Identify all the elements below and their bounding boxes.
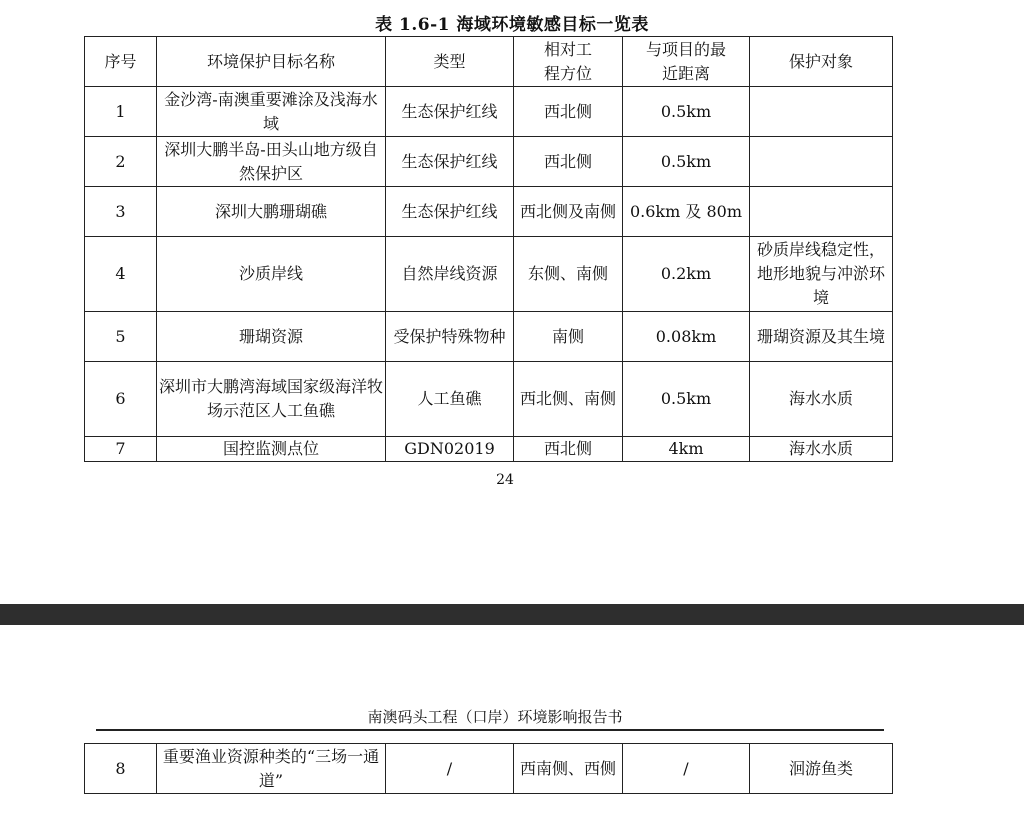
header-cell-name: 环境保护目标名称 — [157, 37, 386, 87]
cell-protected-object: 砂质岸线稳定性，地形地貌与冲淤环境 — [750, 237, 893, 312]
cell-distance: / — [623, 744, 750, 794]
cell-distance: 0.5km — [623, 137, 750, 187]
table-row — [85, 744, 893, 794]
cell-distance: 0.5km — [623, 362, 750, 437]
page-gap-separator — [0, 604, 1024, 625]
document-page-bottom — [0, 625, 1024, 836]
table-row — [85, 187, 893, 237]
header-cell-direction: 相对工 程方位 — [514, 37, 623, 87]
cell-protected-object — [750, 87, 893, 137]
cell-distance: 0.6km 及 80m — [623, 187, 750, 237]
cell-protected-object: 洄游鱼类 — [750, 744, 893, 794]
cell-type: 受保护特殊物种 — [386, 312, 514, 362]
cell-type: GDN02019 — [386, 437, 514, 462]
table-row — [85, 362, 893, 437]
cell-direction: 西北侧 — [514, 137, 623, 187]
header-cell-type: 类型 — [386, 37, 514, 87]
cell-protected-object: 海水水质 — [750, 437, 893, 462]
header-cell-index: 序号 — [85, 37, 157, 87]
cell-direction: 西北侧、南侧 — [514, 362, 623, 437]
header-cell-protected-object: 保护对象 — [750, 37, 893, 87]
table-row — [85, 137, 893, 187]
cell-protected-object — [750, 137, 893, 187]
cell-index: 6 — [85, 362, 157, 437]
cell-distance: 0.2km — [623, 237, 750, 312]
table-row — [85, 87, 893, 137]
cell-type: 生态保护红线 — [386, 187, 514, 237]
cell-distance: 0.08km — [623, 312, 750, 362]
sensitive-targets-table — [84, 36, 893, 462]
header-cell-distance: 与项目的最 近距离 — [623, 37, 750, 87]
cell-protected-object — [750, 187, 893, 237]
cell-name: 深圳大鹏珊瑚礁 — [157, 187, 386, 237]
continued-table — [84, 743, 893, 794]
cell-name: 沙质岸线 — [157, 237, 386, 312]
cell-name: 国控监测点位 — [157, 437, 386, 462]
cell-index: 8 — [85, 744, 157, 794]
cell-index: 3 — [85, 187, 157, 237]
table-row — [85, 437, 893, 462]
cell-index: 5 — [85, 312, 157, 362]
cell-index: 7 — [85, 437, 157, 462]
cell-direction: 南侧 — [514, 312, 623, 362]
cell-protected-object: 海水水质 — [750, 362, 893, 437]
table-title: 表 1.6-1 海域环境敏感目标一览表 — [375, 15, 649, 35]
cell-name: 重要渔业资源种类的“三场一通道” — [157, 744, 386, 794]
cell-distance: 0.5km — [623, 87, 750, 137]
table-header-row — [85, 37, 893, 87]
cell-direction: 东侧、南侧 — [514, 237, 623, 312]
cell-type: / — [386, 744, 514, 794]
cell-name: 深圳市大鹏湾海域国家级海洋牧场示范区人工鱼礁 — [157, 362, 386, 437]
table-row — [85, 237, 893, 312]
cell-direction: 西北侧及南侧 — [514, 187, 623, 237]
cell-direction: 西北侧 — [514, 87, 623, 137]
header-rule — [96, 729, 884, 731]
cell-type: 生态保护红线 — [386, 87, 514, 137]
cell-direction: 西北侧 — [514, 437, 623, 462]
cell-index: 1 — [85, 87, 157, 137]
cell-name: 珊瑚资源 — [157, 312, 386, 362]
cell-distance: 4km — [623, 437, 750, 462]
cell-name: 金沙湾-南澳重要滩涂及浅海水域 — [157, 87, 386, 137]
cell-name: 深圳大鹏半岛-田头山地方级自然保护区 — [157, 137, 386, 187]
page-number: 24 — [496, 472, 514, 488]
cell-direction: 西南侧、西侧 — [514, 744, 623, 794]
cell-type: 生态保护红线 — [386, 137, 514, 187]
running-header: 南澳码头工程（口岸）环境影响报告书 — [367, 708, 623, 726]
cell-type: 人工鱼礁 — [386, 362, 514, 437]
cell-index: 2 — [85, 137, 157, 187]
cell-index: 4 — [85, 237, 157, 312]
cell-type: 自然岸线资源 — [386, 237, 514, 312]
cell-protected-object: 珊瑚资源及其生境 — [750, 312, 893, 362]
table-row — [85, 312, 893, 362]
